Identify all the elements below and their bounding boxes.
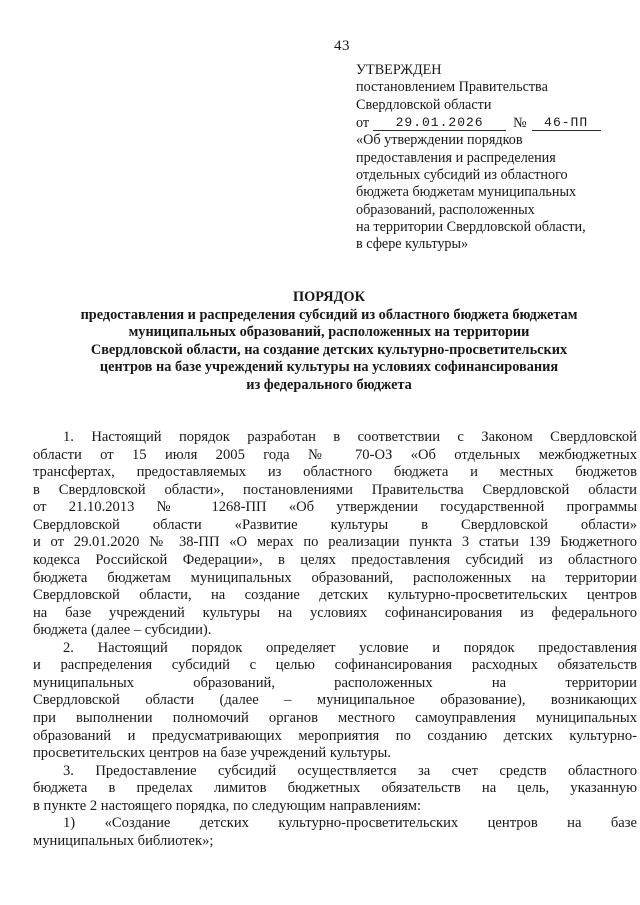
title-line: предоставления и распределения субсидий из областного бюджета бюджетам xyxy=(80,306,578,323)
title-line: муниципальных образований, расположенных на территории xyxy=(128,324,530,341)
date-blank: 29.01.2026 xyxy=(373,115,506,131)
approval-subject-lines xyxy=(356,132,601,253)
title-heading: ПОРЯДОК xyxy=(293,289,365,305)
body-line: и распределения субсидий с целью софинансирования расходных обязательств xyxy=(33,657,637,674)
approval-line: отдельных субсидий из областного xyxy=(356,167,568,184)
body-line: бюджета в пределах лимитов бюджетных обязательств на цель, указанную xyxy=(33,780,637,797)
approval-line: предоставления и распределения xyxy=(356,149,556,166)
approval-line: «Об утверждении порядков xyxy=(356,132,523,149)
body-line: трансфертах, предоставляемых из областного бюджета и местных бюджетов xyxy=(33,464,637,481)
body-paragraph xyxy=(33,429,637,640)
body-line: Свердловской области, на создание детских культурно-просветительских центров xyxy=(33,587,637,604)
body-line: в пункте 2 настоящего порядка, по следующим направлениям: xyxy=(33,797,422,814)
title-line: Свердловской области, на создание детских культурно-просветительских xyxy=(90,341,568,358)
body-line: Свердловской области (далее – муниципальное образование), возникающих xyxy=(33,692,637,709)
approval-line: Свердловской области xyxy=(356,96,492,113)
body-line: и от 29.01.2020 № 38-ПП «О мерах по реализации пункта 3 статьи 139 Бюджетного xyxy=(33,534,637,551)
title-lines xyxy=(33,307,625,395)
body-paragraph xyxy=(33,763,637,816)
page-number: 43 xyxy=(334,38,350,54)
body-line: образований и предусматривающих мероприятия по созданию детских культурно- xyxy=(33,727,637,744)
body-line: от 21.10.2013 № 1268-ПП «Об утверждении государственной программы xyxy=(33,499,637,516)
approval-line: бюджета бюджетам муниципальных xyxy=(356,184,577,201)
body-line: муниципальных библиотек»; xyxy=(33,832,214,849)
approval-line: на территории Свердловской области, xyxy=(356,219,586,236)
approval-line: постановлением Правительства xyxy=(356,79,548,96)
approval-line: в сфере культуры» xyxy=(356,236,469,253)
date-prefix-label: от xyxy=(356,115,370,132)
body-line: при выполнении полномочий органов местного самоуправления муниципальных xyxy=(33,710,637,726)
body-paragraph xyxy=(33,815,637,850)
number-sign: № xyxy=(513,115,527,132)
body-line: муниципальных образований, расположенных на территории xyxy=(33,674,637,691)
body-paragraph xyxy=(33,640,637,763)
body-line: бюджета (далее – субсидии). xyxy=(33,622,212,639)
body-line: 1. Настоящий порядок разработан в соответствии с Законом Свердловской xyxy=(63,429,637,445)
document-body xyxy=(33,429,637,851)
approval-header-lines xyxy=(356,62,601,114)
number-blank: 46-ПП xyxy=(532,115,601,131)
body-line: 3. Предоставление субсидий осуществляется за счет средств областного xyxy=(63,762,637,779)
body-line: на базе учреждений культуры на условиях софинансирования из федерального xyxy=(33,604,637,621)
title-line: из федерального бюджета xyxy=(246,376,412,393)
approval-line: УТВЕРЖДЕН xyxy=(356,62,442,78)
body-line: Свердловской области «Развитие культуры в Свердловской области» xyxy=(33,516,637,533)
document-title xyxy=(33,289,625,395)
body-line: в Свердловской области», постановлениями Правительства Свердловской области xyxy=(33,481,637,498)
body-line: кодекса Российской Федерации», в целях предоставления субсидий из областного xyxy=(33,551,637,568)
body-line: 2. Настоящий порядок определяет условие и порядок предоставления xyxy=(63,639,637,656)
body-line: просветительских центров на базе учреждений культуры. xyxy=(33,745,391,762)
approval-line: образований, расположенных xyxy=(356,201,535,218)
approval-date-line xyxy=(356,114,601,131)
approval-block xyxy=(356,62,601,254)
title-line: центров на базе учреждений культуры на условиях софинансирования xyxy=(99,359,559,376)
body-line: области от 15 июля 2005 года № 70-ОЗ «Об отдельных межбюджетных xyxy=(33,446,637,463)
body-line: 1) «Создание детских культурно-просветительских центров на базе xyxy=(63,815,637,832)
body-line: бюджета бюджетам муниципальных образований, расположенных на территории xyxy=(33,569,637,586)
